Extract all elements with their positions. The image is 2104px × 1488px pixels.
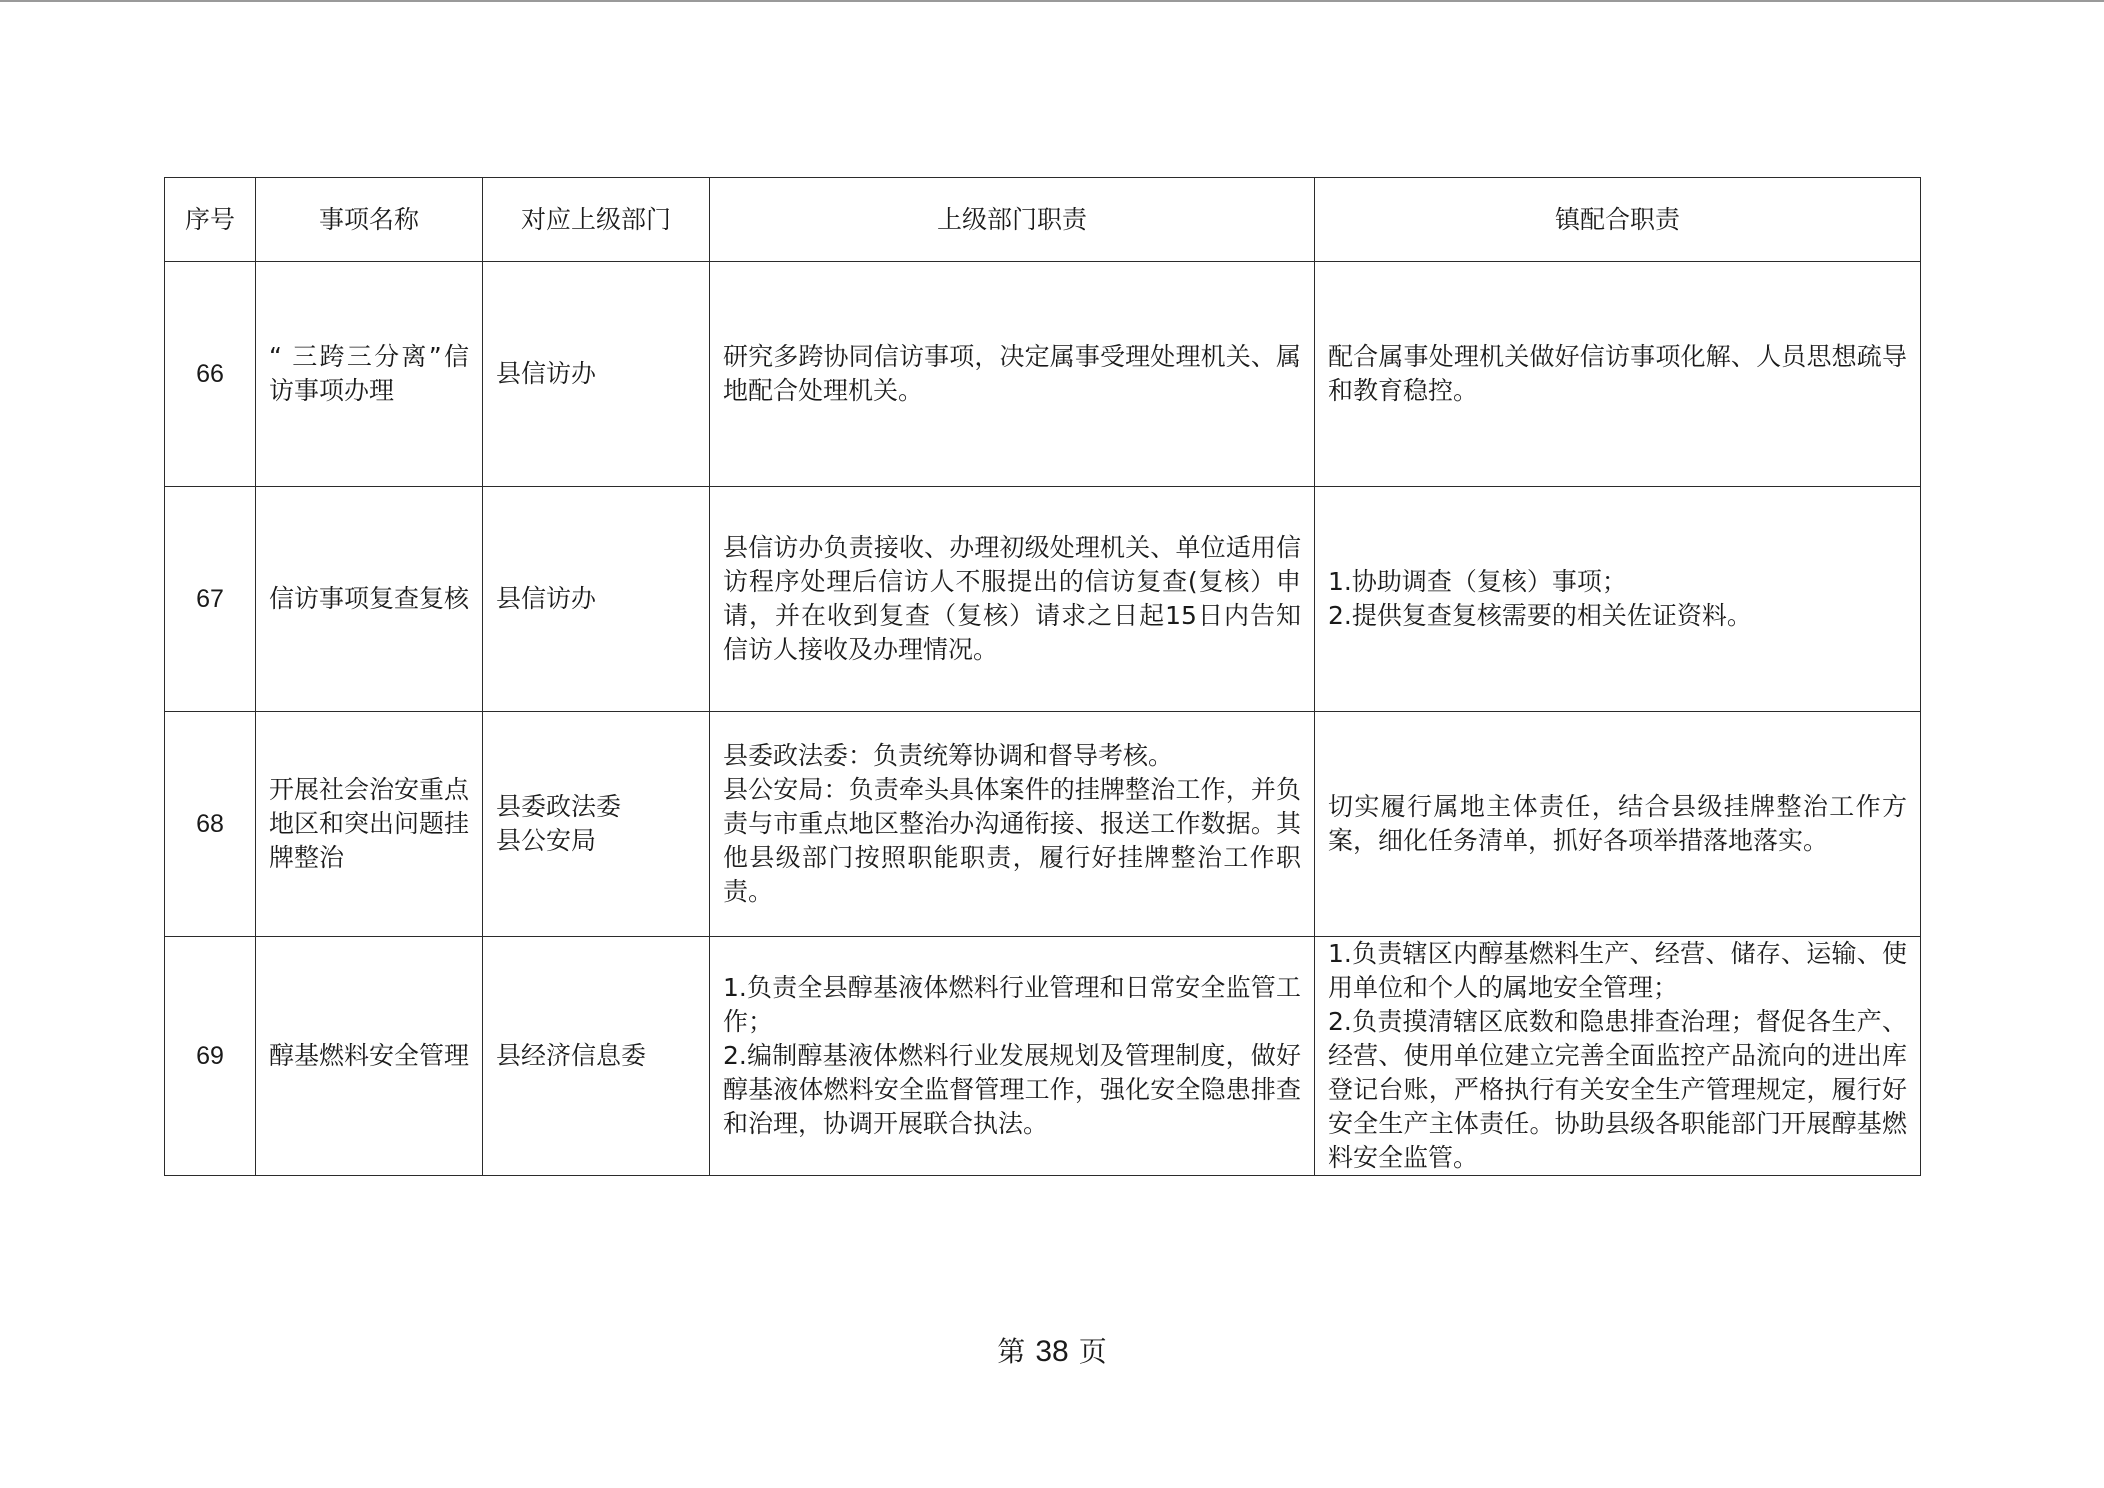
upper-department-duty: 1.负责全县醇基液体燃料行业管理和日常安全监管工作； 2.编制醇基液体燃料行业发展规划及管理制度，做好醇基液体燃料安全监督管理工作，强化安全隐患排查和治理，协调开展联合执法。 — [723, 973, 1301, 1138]
header-no: 序号 — [165, 178, 256, 262]
row-number: 68 — [165, 712, 256, 937]
item-name: “ 三跨三分离”信访事项办理 — [269, 342, 469, 405]
table-header-row — [165, 178, 1921, 262]
table-row — [165, 487, 1921, 712]
upper-department-duty: 县信访办负责接收、办理初级处理机关、单位适用信访程序处理后信访人不服提出的信访复查(复核）申请，并在收到复查（复核）请求之日起15日内告知信访人接收及办理情况。 — [723, 533, 1301, 664]
upper-department: 县委政法委 县公安局 — [496, 792, 622, 855]
duty-table — [164, 177, 1921, 1176]
upper-department: 县信访办 — [496, 359, 597, 388]
row-number: 66 — [165, 262, 256, 487]
item-name: 信访事项复查复核 — [269, 584, 470, 613]
upper-department-duty: 研究多跨协同信访事项，决定属事受理处理机关、属地配合处理机关。 — [723, 342, 1301, 405]
row-number: 69 — [165, 937, 256, 1176]
table-row — [165, 262, 1921, 487]
table-row — [165, 937, 1921, 1176]
table-row — [165, 712, 1921, 937]
header-dept: 对应上级部门 — [483, 178, 710, 262]
row-number: 67 — [165, 487, 256, 712]
header-town-duty: 镇配合职责 — [1315, 178, 1921, 262]
upper-department-duty: 县委政法委：负责统筹协调和督导考核。 县公安局：负责牵头具体案件的挂牌整治工作，并负责与市重点地区整治办沟通衔接、报送工作数据。其他县级部门按照职能职责，履行好挂牌整治工作职责。 — [723, 741, 1301, 906]
item-name: 开展社会治安重点地区和突出问题挂牌整治 — [269, 775, 470, 872]
page-footer-suffix: 页 — [1078, 1335, 1107, 1368]
town-cooperation-duty: 切实履行属地主体责任，结合县级挂牌整治工作方案，细化任务清单，抓好各项举措落地落实。 — [1328, 792, 1907, 855]
upper-department: 县信访办 — [496, 584, 597, 613]
town-cooperation-duty: 1.负责辖区内醇基燃料生产、经营、储存、运输、使用单位和个人的属地安全管理； 2.负责摸清辖区底数和隐患排查治理；督促各生产、经营、使用单位建立完善全面监控产品流向的进出库登记台账，严格执行有关安全生产管理规定，履行好安全生产主体责任。协助县级各职能部门开展醇基燃料安全监管。 — [1328, 939, 1907, 1172]
page-footer-prefix: 第 — [997, 1335, 1026, 1368]
town-cooperation-duty: 1.协助调查（复核）事项； 2.提供复查复核需要的相关佐证资料。 — [1328, 567, 1752, 630]
item-name: 醇基燃料安全管理 — [269, 1041, 470, 1070]
town-cooperation-duty: 配合属事处理机关做好信访事项化解、人员思想疏导和教育稳控。 — [1328, 342, 1907, 405]
page-top-rule — [0, 0, 2104, 2]
page-footer — [0, 1332, 2104, 1372]
page-number: 38 — [1035, 1335, 1069, 1368]
upper-department: 县经济信息委 — [496, 1041, 647, 1070]
header-item: 事项名称 — [256, 178, 483, 262]
header-upper-duty: 上级部门职责 — [710, 178, 1315, 262]
